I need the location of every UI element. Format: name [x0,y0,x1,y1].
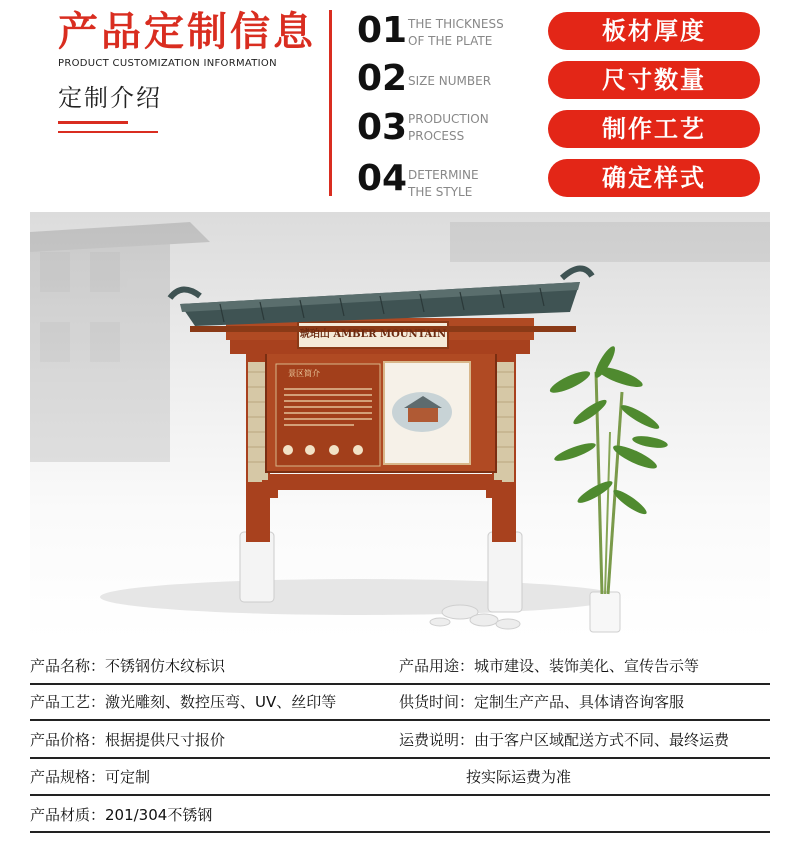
step-text-3 [408,111,538,145]
pill-determine-style[interactable]: 确定样式 [548,159,760,197]
step-number-1: 01 [357,10,408,51]
row-divider [30,794,770,796]
row-divider [30,719,770,721]
sign-panel-title: 景区简介 [288,369,320,378]
step-text-1 [408,16,538,50]
step-text-2-line1: SIZE NUMBER [408,74,492,88]
lower-beam [270,474,492,490]
spec-shipping: 运费说明：由于客户区域配送方式不同、最终运费 [399,731,730,749]
spec-material: 产品材质：201/304不锈钢 [30,806,213,824]
step-text-4 [408,167,538,201]
sign-illustration [30,212,770,640]
pill-size-quantity[interactable]: 尺寸数量 [548,61,760,99]
step-text-4-line2: THE STYLE [408,185,473,199]
page-title-english: PRODUCT CUSTOMIZATION INFORMATION [58,58,277,69]
page-title: 产品定制信息 [58,9,316,55]
spec-model: 产品规格：可定制 [30,768,151,786]
step-text-1-line1: THE THICKNESS [408,17,504,31]
section-subtitle: 定制介绍 [58,84,162,112]
header-divider [329,10,332,196]
row-divider [30,757,770,759]
step-number-4: 04 [357,158,408,199]
spec-product-name: 产品名称：不锈钢仿木纹标识 [30,657,226,675]
step-text-3-line1: PRODUCTION [408,112,489,126]
pill-production-process[interactable]: 制作工艺 [548,110,760,148]
row-divider [30,831,770,833]
left-base [240,532,274,602]
right-base [488,532,522,612]
spec-price: 产品价格：根据提供尺寸报价 [30,731,226,749]
step-number-2: 02 [357,58,408,99]
row-divider [30,683,770,685]
spec-shipping-continued: 按实际运费为准 [466,768,572,786]
subtitle-underline [58,121,128,124]
pill-plate-thickness[interactable]: 板材厚度 [548,12,760,50]
spec-process: 产品工艺：激光雕刻、数控压弯、UV、丝印等 [30,693,337,711]
step-text-2 [408,73,538,90]
step-number-3: 03 [357,107,408,148]
step-text-4-line1: DETERMINE [408,168,479,182]
step-text-1-line2: OF THE PLATE [408,34,493,48]
step-text-3-line2: PROCESS [408,129,465,143]
product-photo [30,212,770,640]
sign-name-plate: 琥珀山 AMBER MOUNTAIN [299,329,447,340]
spec-delivery: 供货时间：定制生产产品、具体请咨询客服 [399,693,685,711]
subtitle-underline-thin [58,131,158,133]
spec-product-usage: 产品用途：城市建设、装饰美化、宣传告示等 [399,657,700,675]
